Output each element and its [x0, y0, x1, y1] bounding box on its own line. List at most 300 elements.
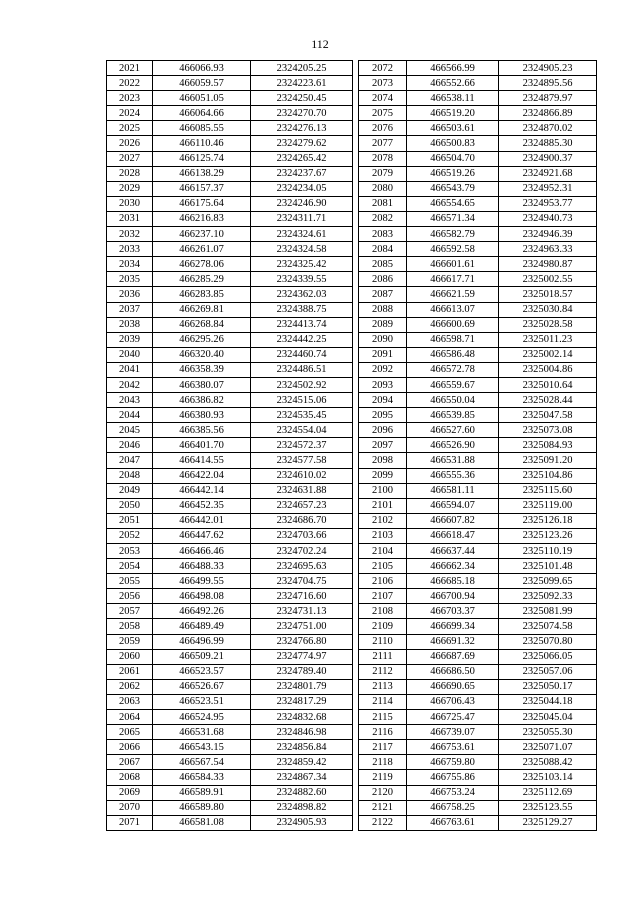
table-row [107, 136, 353, 151]
x-coordinate-cell: 466401.70 [153, 438, 251, 453]
point-number-cell: 2025 [107, 121, 153, 136]
table-row [107, 589, 353, 604]
y-coordinate-cell: 2324572.37 [251, 438, 353, 453]
table-row [107, 694, 353, 709]
x-coordinate-cell: 466527.60 [407, 423, 499, 438]
y-coordinate-cell: 2325004.86 [499, 362, 597, 377]
x-coordinate-cell: 466617.71 [407, 272, 499, 287]
point-number-cell: 2065 [107, 725, 153, 740]
point-number-cell: 2021 [107, 61, 153, 76]
table-row [107, 634, 353, 649]
y-coordinate-cell: 2325123.26 [499, 528, 597, 543]
table-row [107, 423, 353, 438]
table-row [359, 151, 597, 166]
point-number-cell: 2058 [107, 619, 153, 634]
x-coordinate-cell: 466466.46 [153, 544, 251, 559]
x-coordinate-cell: 466283.85 [153, 287, 251, 302]
y-coordinate-cell: 2324610.02 [251, 468, 353, 483]
point-number-cell: 2050 [107, 498, 153, 513]
point-number-cell: 2028 [107, 166, 153, 181]
y-coordinate-cell: 2324866.89 [499, 106, 597, 121]
x-coordinate-cell: 466572.78 [407, 362, 499, 377]
table-row [107, 604, 353, 619]
y-coordinate-cell: 2324502.92 [251, 377, 353, 392]
x-coordinate-cell: 466662.34 [407, 559, 499, 574]
point-number-cell: 2052 [107, 528, 153, 543]
table-row [359, 589, 597, 604]
table-row [107, 257, 353, 272]
table-row [359, 91, 597, 106]
point-number-cell: 2108 [359, 604, 407, 619]
y-coordinate-cell: 2324325.42 [251, 257, 353, 272]
point-number-cell: 2087 [359, 287, 407, 302]
table-row [359, 513, 597, 528]
y-coordinate-cell: 2324279.62 [251, 136, 353, 151]
y-coordinate-cell: 2324311.71 [251, 211, 353, 226]
table-row [107, 755, 353, 770]
x-coordinate-cell: 466739.07 [407, 725, 499, 740]
x-coordinate-cell: 466526.90 [407, 438, 499, 453]
table-row [359, 468, 597, 483]
y-coordinate-cell: 2324846.98 [251, 725, 353, 740]
table-row [359, 76, 597, 91]
x-coordinate-cell: 466524.95 [153, 710, 251, 725]
point-number-cell: 2090 [359, 332, 407, 347]
point-number-cell: 2035 [107, 272, 153, 287]
table-row [359, 815, 597, 830]
table-row [107, 166, 353, 181]
point-number-cell: 2116 [359, 725, 407, 740]
table-row [107, 785, 353, 800]
x-coordinate-cell: 466452.35 [153, 498, 251, 513]
point-number-cell: 2092 [359, 362, 407, 377]
point-number-cell: 2066 [107, 740, 153, 755]
point-number-cell: 2045 [107, 423, 153, 438]
x-coordinate-cell: 466414.55 [153, 453, 251, 468]
table-row [359, 166, 597, 181]
table-row [107, 574, 353, 589]
y-coordinate-cell: 2325011.23 [499, 332, 597, 347]
table-row [107, 151, 353, 166]
table-row [107, 649, 353, 664]
table-row [107, 227, 353, 242]
point-number-cell: 2115 [359, 710, 407, 725]
y-coordinate-cell: 2325002.14 [499, 347, 597, 362]
x-coordinate-cell: 466523.57 [153, 664, 251, 679]
x-coordinate-cell: 466598.71 [407, 332, 499, 347]
x-coordinate-cell: 466285.29 [153, 272, 251, 287]
x-coordinate-cell: 466758.25 [407, 800, 499, 815]
y-coordinate-cell: 2324867.34 [251, 770, 353, 785]
table-row [359, 106, 597, 121]
page-number: 112 [311, 37, 329, 51]
y-coordinate-cell: 2325018.57 [499, 287, 597, 302]
point-number-cell: 2099 [359, 468, 407, 483]
point-number-cell: 2057 [107, 604, 153, 619]
y-coordinate-cell: 2324953.77 [499, 196, 597, 211]
point-number-cell: 2062 [107, 679, 153, 694]
table-row [107, 710, 353, 725]
table-row [107, 347, 353, 362]
table-row [107, 740, 353, 755]
x-coordinate-cell: 466759.80 [407, 755, 499, 770]
table-row [107, 393, 353, 408]
y-coordinate-cell: 2324704.75 [251, 574, 353, 589]
coordinates-table-left [106, 60, 353, 831]
x-coordinate-cell: 466600.69 [407, 317, 499, 332]
table-row [107, 362, 353, 377]
x-coordinate-cell: 466386.82 [153, 393, 251, 408]
x-coordinate-cell: 466554.65 [407, 196, 499, 211]
x-coordinate-cell: 466492.26 [153, 604, 251, 619]
point-number-cell: 2075 [359, 106, 407, 121]
y-coordinate-cell: 2324898.82 [251, 800, 353, 815]
table-row [107, 377, 353, 392]
table-row [359, 121, 597, 136]
point-number-cell: 2118 [359, 755, 407, 770]
table-row [107, 408, 353, 423]
y-coordinate-cell: 2324905.93 [251, 815, 353, 830]
table-row [107, 121, 353, 136]
table-row [359, 544, 597, 559]
point-number-cell: 2078 [359, 151, 407, 166]
y-coordinate-cell: 2324900.37 [499, 151, 597, 166]
table-row [359, 679, 597, 694]
table-row [359, 710, 597, 725]
table-row [107, 664, 353, 679]
x-coordinate-cell: 466066.93 [153, 61, 251, 76]
x-coordinate-cell: 466175.64 [153, 196, 251, 211]
x-coordinate-cell: 466059.57 [153, 76, 251, 91]
x-coordinate-cell: 466586.48 [407, 347, 499, 362]
table-row [359, 438, 597, 453]
point-number-cell: 2077 [359, 136, 407, 151]
point-number-cell: 2086 [359, 272, 407, 287]
table-row [107, 287, 353, 302]
y-coordinate-cell: 2325119.00 [499, 498, 597, 513]
table-row [107, 498, 353, 513]
point-number-cell: 2070 [107, 800, 153, 815]
x-coordinate-cell: 466618.47 [407, 528, 499, 543]
table-row [107, 302, 353, 317]
y-coordinate-cell: 2324766.80 [251, 634, 353, 649]
point-number-cell: 2037 [107, 302, 153, 317]
y-coordinate-cell: 2325104.86 [499, 468, 597, 483]
x-coordinate-cell: 466489.49 [153, 619, 251, 634]
table-row [107, 619, 353, 634]
y-coordinate-cell: 2324535.45 [251, 408, 353, 423]
x-coordinate-cell: 466589.80 [153, 800, 251, 815]
point-number-cell: 2041 [107, 362, 153, 377]
point-number-cell: 2027 [107, 151, 153, 166]
table-row [359, 725, 597, 740]
x-coordinate-cell: 466519.26 [407, 166, 499, 181]
y-coordinate-cell: 2324980.87 [499, 257, 597, 272]
point-number-cell: 2038 [107, 317, 153, 332]
x-coordinate-cell: 466380.93 [153, 408, 251, 423]
table-row [359, 347, 597, 362]
table-row [359, 559, 597, 574]
table-row [359, 740, 597, 755]
x-coordinate-cell: 466138.29 [153, 166, 251, 181]
x-coordinate-cell: 466567.54 [153, 755, 251, 770]
x-coordinate-cell: 466550.04 [407, 393, 499, 408]
point-number-cell: 2098 [359, 453, 407, 468]
y-coordinate-cell: 2325099.65 [499, 574, 597, 589]
table-row [359, 393, 597, 408]
table-row [359, 619, 597, 634]
y-coordinate-cell: 2325050.17 [499, 679, 597, 694]
x-coordinate-cell: 466519.20 [407, 106, 499, 121]
point-number-cell: 2023 [107, 91, 153, 106]
point-number-cell: 2091 [359, 347, 407, 362]
y-coordinate-cell: 2325084.93 [499, 438, 597, 453]
point-number-cell: 2069 [107, 785, 153, 800]
table-row [359, 61, 597, 76]
x-coordinate-cell: 466581.08 [153, 815, 251, 830]
point-number-cell: 2119 [359, 770, 407, 785]
x-coordinate-cell: 466584.33 [153, 770, 251, 785]
y-coordinate-cell: 2325002.55 [499, 272, 597, 287]
y-coordinate-cell: 2324774.97 [251, 649, 353, 664]
y-coordinate-cell: 2325103.14 [499, 770, 597, 785]
table-row [107, 528, 353, 543]
x-coordinate-cell: 466555.36 [407, 468, 499, 483]
y-coordinate-cell: 2324237.67 [251, 166, 353, 181]
y-coordinate-cell: 2324952.31 [499, 181, 597, 196]
x-coordinate-cell: 466559.67 [407, 377, 499, 392]
table-row [107, 76, 353, 91]
point-number-cell: 2113 [359, 679, 407, 694]
point-number-cell: 2084 [359, 242, 407, 257]
y-coordinate-cell: 2324388.75 [251, 302, 353, 317]
y-coordinate-cell: 2325110.19 [499, 544, 597, 559]
point-number-cell: 2104 [359, 544, 407, 559]
y-coordinate-cell: 2324413.74 [251, 317, 353, 332]
table-row [359, 574, 597, 589]
y-coordinate-cell: 2325028.58 [499, 317, 597, 332]
table-row [107, 61, 353, 76]
point-number-cell: 2029 [107, 181, 153, 196]
y-coordinate-cell: 2324686.70 [251, 513, 353, 528]
table-row [359, 800, 597, 815]
x-coordinate-cell: 466571.34 [407, 211, 499, 226]
x-coordinate-cell: 466447.62 [153, 528, 251, 543]
y-coordinate-cell: 2325129.27 [499, 815, 597, 830]
point-number-cell: 2120 [359, 785, 407, 800]
y-coordinate-cell: 2324856.84 [251, 740, 353, 755]
y-coordinate-cell: 2324324.58 [251, 242, 353, 257]
table-row [359, 423, 597, 438]
table-row [359, 196, 597, 211]
table-row [359, 649, 597, 664]
table-row [107, 242, 353, 257]
point-number-cell: 2106 [359, 574, 407, 589]
y-coordinate-cell: 2325070.80 [499, 634, 597, 649]
point-number-cell: 2054 [107, 559, 153, 574]
y-coordinate-cell: 2325081.99 [499, 604, 597, 619]
point-number-cell: 2094 [359, 393, 407, 408]
table-row [107, 468, 353, 483]
x-coordinate-cell: 466531.88 [407, 453, 499, 468]
x-coordinate-cell: 466500.83 [407, 136, 499, 151]
x-coordinate-cell: 466442.14 [153, 483, 251, 498]
x-coordinate-cell: 466621.59 [407, 287, 499, 302]
table-row [107, 559, 353, 574]
y-coordinate-cell: 2325091.20 [499, 453, 597, 468]
table-row [107, 91, 353, 106]
y-coordinate-cell: 2325055.30 [499, 725, 597, 740]
y-coordinate-cell: 2324270.70 [251, 106, 353, 121]
x-coordinate-cell: 466422.04 [153, 468, 251, 483]
table-row [359, 528, 597, 543]
table-row [107, 770, 353, 785]
x-coordinate-cell: 466237.10 [153, 227, 251, 242]
y-coordinate-cell: 2324631.88 [251, 483, 353, 498]
x-coordinate-cell: 466496.99 [153, 634, 251, 649]
coordinates-table-body [107, 61, 353, 831]
x-coordinate-cell: 466686.50 [407, 664, 499, 679]
point-number-cell: 2112 [359, 664, 407, 679]
table-row [359, 498, 597, 513]
table-row [359, 257, 597, 272]
x-coordinate-cell: 466085.55 [153, 121, 251, 136]
x-coordinate-cell: 466269.81 [153, 302, 251, 317]
coordinates-table-body [359, 61, 597, 831]
x-coordinate-cell: 466690.65 [407, 679, 499, 694]
x-coordinate-cell: 466539.85 [407, 408, 499, 423]
table-row [107, 272, 353, 287]
point-number-cell: 2032 [107, 227, 153, 242]
point-number-cell: 2048 [107, 468, 153, 483]
y-coordinate-cell: 2324895.56 [499, 76, 597, 91]
y-coordinate-cell: 2324940.73 [499, 211, 597, 226]
x-coordinate-cell: 466594.07 [407, 498, 499, 513]
table-row [359, 755, 597, 770]
point-number-cell: 2042 [107, 377, 153, 392]
x-coordinate-cell: 466706.43 [407, 694, 499, 709]
x-coordinate-cell: 466498.08 [153, 589, 251, 604]
x-coordinate-cell: 466385.56 [153, 423, 251, 438]
x-coordinate-cell: 466685.18 [407, 574, 499, 589]
x-coordinate-cell: 466268.84 [153, 317, 251, 332]
table-row [359, 211, 597, 226]
y-coordinate-cell: 2325126.18 [499, 513, 597, 528]
y-coordinate-cell: 2324801.79 [251, 679, 353, 694]
y-coordinate-cell: 2325112.69 [499, 785, 597, 800]
point-number-cell: 2074 [359, 91, 407, 106]
point-number-cell: 2079 [359, 166, 407, 181]
x-coordinate-cell: 466581.11 [407, 483, 499, 498]
table-row [359, 287, 597, 302]
y-coordinate-cell: 2324921.68 [499, 166, 597, 181]
table-row [107, 317, 353, 332]
x-coordinate-cell: 466531.68 [153, 725, 251, 740]
table-row [359, 136, 597, 151]
y-coordinate-cell: 2324731.13 [251, 604, 353, 619]
y-coordinate-cell: 2324751.00 [251, 619, 353, 634]
x-coordinate-cell: 466607.82 [407, 513, 499, 528]
point-number-cell: 2122 [359, 815, 407, 830]
x-coordinate-cell: 466582.79 [407, 227, 499, 242]
x-coordinate-cell: 466700.94 [407, 589, 499, 604]
table-row [107, 483, 353, 498]
point-number-cell: 2107 [359, 589, 407, 604]
y-coordinate-cell: 2325115.60 [499, 483, 597, 498]
point-number-cell: 2100 [359, 483, 407, 498]
y-coordinate-cell: 2324223.61 [251, 76, 353, 91]
x-coordinate-cell: 466157.37 [153, 181, 251, 196]
x-coordinate-cell: 466753.61 [407, 740, 499, 755]
x-coordinate-cell: 466320.40 [153, 347, 251, 362]
point-number-cell: 2046 [107, 438, 153, 453]
point-number-cell: 2031 [107, 211, 153, 226]
x-coordinate-cell: 466763.61 [407, 815, 499, 830]
y-coordinate-cell: 2324339.55 [251, 272, 353, 287]
x-coordinate-cell: 466216.83 [153, 211, 251, 226]
y-coordinate-cell: 2325057.06 [499, 664, 597, 679]
y-coordinate-cell: 2324554.04 [251, 423, 353, 438]
y-coordinate-cell: 2324362.03 [251, 287, 353, 302]
y-coordinate-cell: 2325088.42 [499, 755, 597, 770]
x-coordinate-cell: 466755.86 [407, 770, 499, 785]
y-coordinate-cell: 2325073.08 [499, 423, 597, 438]
table-row [107, 725, 353, 740]
y-coordinate-cell: 2325030.84 [499, 302, 597, 317]
y-coordinate-cell: 2324702.24 [251, 544, 353, 559]
point-number-cell: 2040 [107, 347, 153, 362]
y-coordinate-cell: 2325074.58 [499, 619, 597, 634]
y-coordinate-cell: 2325044.18 [499, 694, 597, 709]
y-coordinate-cell: 2324234.05 [251, 181, 353, 196]
point-number-cell: 2064 [107, 710, 153, 725]
y-coordinate-cell: 2324442.25 [251, 332, 353, 347]
x-coordinate-cell: 466691.32 [407, 634, 499, 649]
table-row [107, 800, 353, 815]
table-row [107, 332, 353, 347]
table-row [359, 604, 597, 619]
point-number-cell: 2082 [359, 211, 407, 226]
y-coordinate-cell: 2324515.06 [251, 393, 353, 408]
y-coordinate-cell: 2324859.42 [251, 755, 353, 770]
y-coordinate-cell: 2324817.29 [251, 694, 353, 709]
table-row [359, 770, 597, 785]
point-number-cell: 2022 [107, 76, 153, 91]
y-coordinate-cell: 2324460.74 [251, 347, 353, 362]
point-number-cell: 2096 [359, 423, 407, 438]
point-number-cell: 2039 [107, 332, 153, 347]
y-coordinate-cell: 2324885.30 [499, 136, 597, 151]
y-coordinate-cell: 2325123.55 [499, 800, 597, 815]
point-number-cell: 2103 [359, 528, 407, 543]
y-coordinate-cell: 2324703.66 [251, 528, 353, 543]
point-number-cell: 2073 [359, 76, 407, 91]
y-coordinate-cell: 2324657.23 [251, 498, 353, 513]
point-number-cell: 2047 [107, 453, 153, 468]
table-row [359, 302, 597, 317]
coordinates-table-right [358, 60, 597, 831]
x-coordinate-cell: 466589.91 [153, 785, 251, 800]
point-number-cell: 2109 [359, 619, 407, 634]
x-coordinate-cell: 466687.69 [407, 649, 499, 664]
point-number-cell: 2081 [359, 196, 407, 211]
x-coordinate-cell: 466703.37 [407, 604, 499, 619]
table-row [107, 196, 353, 211]
y-coordinate-cell: 2324265.42 [251, 151, 353, 166]
table-row [359, 272, 597, 287]
x-coordinate-cell: 466504.70 [407, 151, 499, 166]
point-number-cell: 2085 [359, 257, 407, 272]
